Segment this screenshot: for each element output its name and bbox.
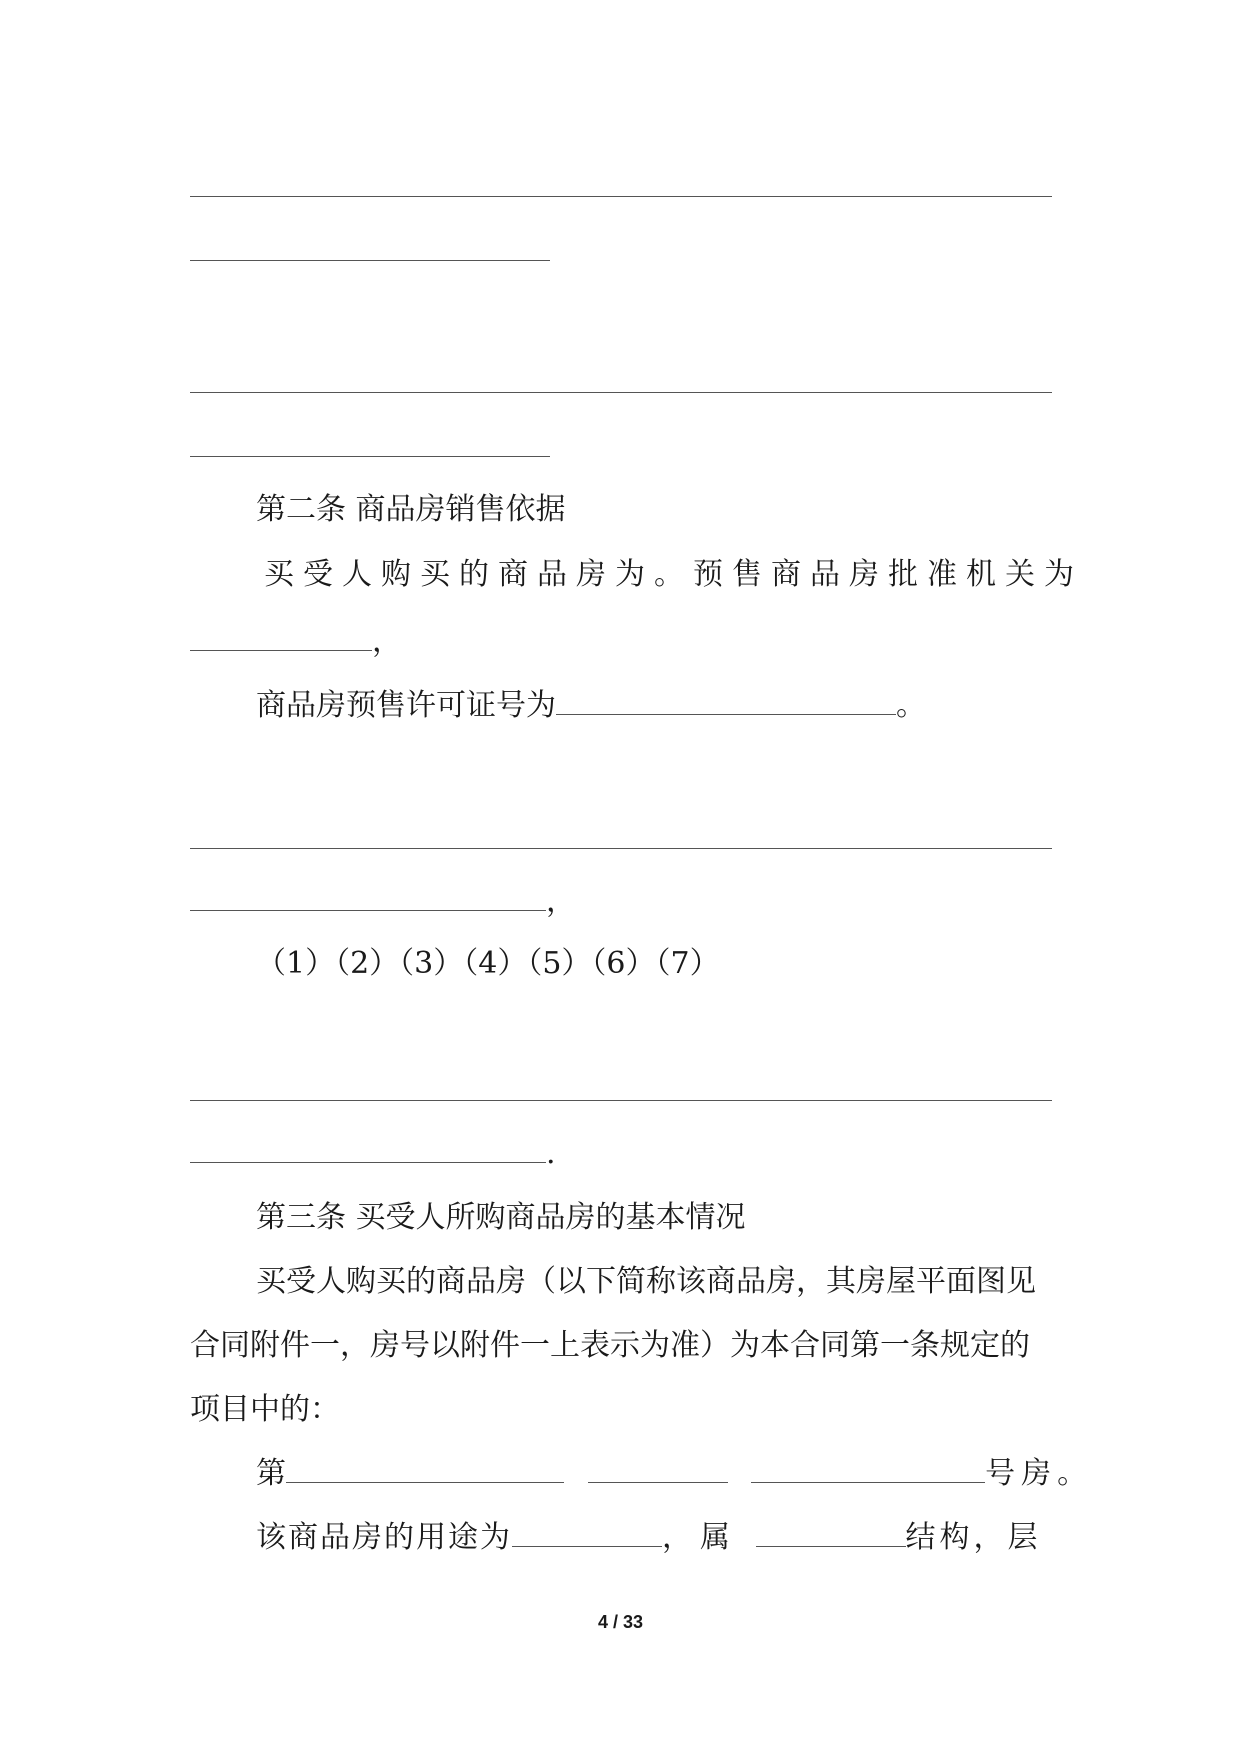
period: 。 [896,688,926,723]
article3-para-line1: 买受人购买的商品房（以下简称该商品房，其房屋平面图见 [256,1264,1036,1299]
blank-line [190,392,1052,393]
room-number-line [256,1454,1093,1494]
blank-line [190,848,1052,849]
article2-heading: 第二条 商品房销售依据 [256,492,566,527]
presale-permit-blank [556,686,896,715]
structure-suffix: 结构，层 [905,1520,1042,1555]
page-number: 4 / 33 [597,1612,644,1632]
comma: ， [372,624,402,659]
period: . [546,1136,556,1171]
article2-line2 [190,622,402,662]
usage-blank [512,1518,662,1547]
article2-line3 [256,686,926,726]
structure-label: ，属 [662,1520,738,1555]
blank-line [190,1100,1052,1101]
building-blank [286,1454,564,1483]
usage-label: 该商品房的用途为 [256,1520,512,1555]
room-suffix: 号房。 [985,1456,1094,1491]
blank-line [190,196,1052,197]
unit-blank [588,1454,728,1483]
article3-para-line2: 合同附件一，房号以附件一上表示为准）为本合同第一条规定的 [190,1328,1030,1363]
article2-line1: 买受人购买的商品房为。预售商品房批准机关为 [264,557,1083,592]
article3-para-line3: 项目中的： [190,1392,340,1427]
comma: ， [546,884,576,919]
usage-line [256,1518,1042,1558]
options-list: （1）（2）（3）（4）（5）（6）（7） [256,946,720,981]
blank-line [190,456,550,457]
blank-segment [190,1134,546,1163]
blank-line [190,260,550,261]
structure-blank [756,1518,906,1547]
room-prefix: 第 [256,1456,286,1491]
room-blank [751,1454,985,1483]
approval-authority-blank [190,622,372,651]
blank-segment [190,882,546,911]
presale-permit-label: 商品房预售许可证号为 [256,688,556,723]
blank-line-with-comma [190,882,576,922]
blank-line-with-period [190,1134,556,1174]
article3-heading: 第三条 买受人所购商品房的基本情况 [256,1200,746,1235]
